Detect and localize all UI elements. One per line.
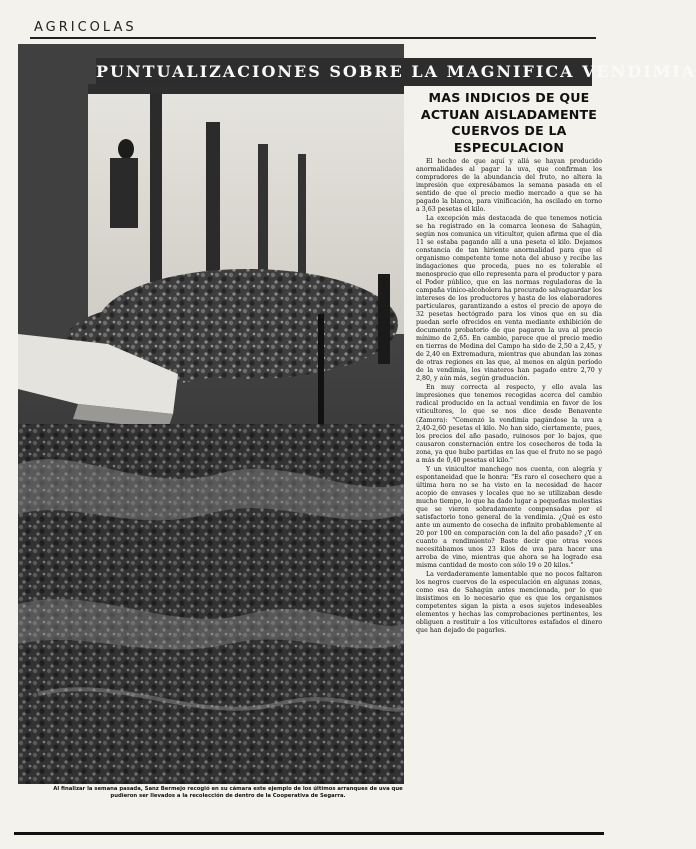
article-paragraph: La excepción más destacada de que tenemos noticia se ha registrado en la comarca leonesa de Sahagún, según nos comunica un viticultor, quien afirma que el día 11 se estaba pagando allí a una peseta el kilo. Dejamos constancia de tan hiriente anormalidad para que el organismo competente tome nota del abuso y recibe las indagaciones que proceda, pues no es tolerable el menosprecio que ello representa para el productor y para el Poder público, que en las normas reguladoras de la campaña vínico-alcoholera ha procurado salvaguardar los intereses de los productores y hasta de los elaboradores particulares, garantizando a estos el precio de apoyo de 32 pesetas hectógrado para los vinos que en su día puedan serle ofrecidos en venta mediante exhibición de documento probatorio de que pagaron la uva al precio mínimo de 2,65. En cambio, parece que el precio medio en tierras de Medina del Campo ha sido de 2,50 a 2,45, y de 2,40 en Extremadura, mientras que abundan las zonas de otras regiones en las que, al menos en algún período de la vendimia, los vinateros han pagado entre 2,70 y 2,80, y aún más, según graduación. <box>416 215 602 383</box>
article-paragraph: En muy correcta al respecto, y ello avala las impresiones que tenemos recogidas acerca del cambio radical producido en la actual vendimia en favor de los viticultores, lo que se nos dice desde Benavente (Zamora): "Comenzó la vendimia pagándose la uva a 2,40-2,60 pesetas el kilo. No han sido, ciertamente, pues, los precios del año pasado, ruinosos por lo bajos, que causaron consternación entre los cosecheros de toda la zona, ya que hubo partidas en las que el fruto no se pagó a más de 0,40 pesetas el kilo." <box>416 384 602 464</box>
vineyard-photo <box>18 44 404 784</box>
article-body <box>416 158 602 844</box>
bottom-rule <box>14 832 604 835</box>
section-label: AGRICOLAS <box>34 20 137 35</box>
top-rule <box>30 37 596 39</box>
article-paragraph: La verdaderamente lamentable que no pocos faltaron los negros cuervos de la especulación en algunas zonas, como esa de Sahagún antes mencionada, por lo que insistimos en lo necesario que es que los organismos competentes sigan la pista a esos sujetos indeseables elementos y hechas las comprobaciones pertinentes, les obliguen a restituir a los viticultores estafados el dinero que han dejado de pagarles. <box>416 570 602 634</box>
banner-title: PUNTUALIZACIONES SOBRE LA MAGNIFICA VENDIMIA <box>96 58 592 86</box>
article-paragraph: El hecho de que aquí y allá se hayan producido anormalidades al pagar la uva, que confirman los compradores de la abundancia del fruto, no altera la impresión que expresábamos la semana pasada en el sentido de que el precio medio mercado a que se ha pagado la blanca, para vinificación, ha oscilado en torno a 3,63 pesetas el kilo. <box>416 158 602 214</box>
photo-caption: Al finalizar la semana pasada, Sanz Bermejo recogió en su cámara este ejemplo de los últimos arranques de uva que pudieron ser llevados a la recolección de dentro de la Cooperativa de Segarra. <box>53 786 403 799</box>
vineyard-photo-illustration <box>18 44 404 784</box>
article-headline: MAS INDICIOS DE QUE ACTUAN AISLADAMENTE CUERVOS DE LA ESPECULACION <box>420 90 598 155</box>
article-paragraph: Y un vinicultor manchego nos cuenta, con alegría y espontaneidad que le honra: "Es raro el cosechero que a última hora no se ha visto en la necesidad de hacer acopio de envases y locales que no se utilizaban desde mucho tiempo, lo que ha dado lugar a pequeñas molestias que se vieron sobradamente compensadas por el satisfactorio tono general de la vendimia. ¿Qué es esto ante un aumento de cosecha de infinito probablemente al 20 por 100 en comparación con la del año pasado? ¿Y en cuanto a rendimiento? Baste decir que otras veces necesitábamos unos 23 kilos de uva para hacer una arroba de vino, mientras que ahora se ha logrado esa misma cantidad de mosto con sólo 19 o 20 kilos." <box>416 465 603 569</box>
